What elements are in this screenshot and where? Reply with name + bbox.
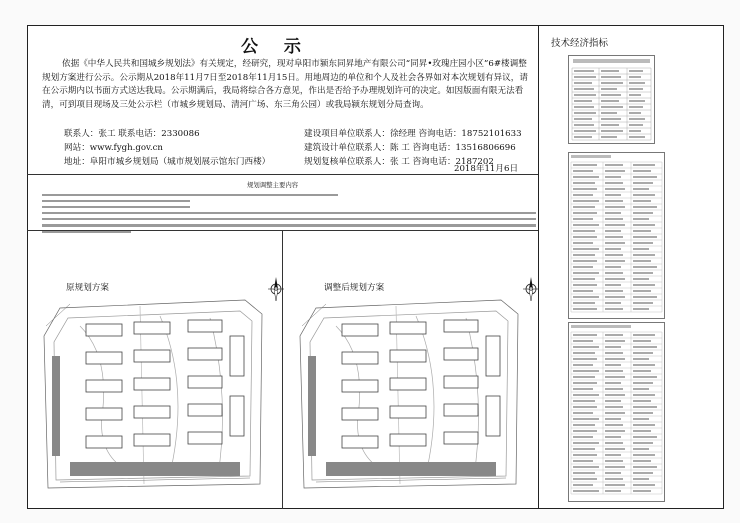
- adjustments-title: 规划调整主要内容: [247, 181, 299, 189]
- indicator-table-1: [568, 55, 655, 144]
- side-title: 技术经济指标: [551, 38, 609, 49]
- indicator-table-3: [568, 322, 665, 502]
- contact-left-3: 地址：阜阳市城乡规划局（城市规划展示馆东门西楼）: [64, 157, 271, 167]
- column-divider: [538, 25, 539, 509]
- contact-right-2: 建筑设计单位联系人：陈 工 咨询电话：13516806696: [304, 143, 516, 153]
- adjusted-plan-label: 调整后规划方案: [324, 283, 385, 293]
- notice-date: 2018年11月6日: [454, 164, 519, 174]
- contact-right-3: 规划复核单位联系人：张 工 咨询电话：2187202: [304, 157, 494, 167]
- contact-left-2: 网站：www.fygh.gov.cn: [64, 143, 163, 153]
- original-plan-label: 原规划方案: [66, 283, 109, 293]
- plans-divider: [282, 230, 283, 509]
- indicator-table-2: [568, 152, 665, 319]
- notice-body: 依据《中华人民共和国城乡规划法》有关规定，经研究，现对阜阳市颍东同昇地产有限公司“同昇•玫瑰庄园小区”6#楼调整规划方案进行公示。公示期从2018年11月7日至2018年11月15日。用地周边的单位和个人及社会各界如对本次规划有异议，请在公示期内以书面方式送达我局。公示期满后，我局将综合各方意见，作出是否给予办理规划许可的决定。如因版面有限无法看清，可到项目现场及三处公示栏（市城乡规划局、清河广场、东三角公园）或我局颍东规划分局查询。: [42, 59, 528, 110]
- original-site-plan: [40, 296, 269, 494]
- section-divider-top: [27, 174, 538, 175]
- adjusted-site-plan: [296, 296, 525, 494]
- notice-title: 公 示: [241, 37, 311, 57]
- contact-right-1: 建设项目单位联系人：徐经理 咨询电话：18752101633: [304, 129, 522, 139]
- contact-left-1: 联系人：张工 联系电话：2330086: [64, 129, 200, 139]
